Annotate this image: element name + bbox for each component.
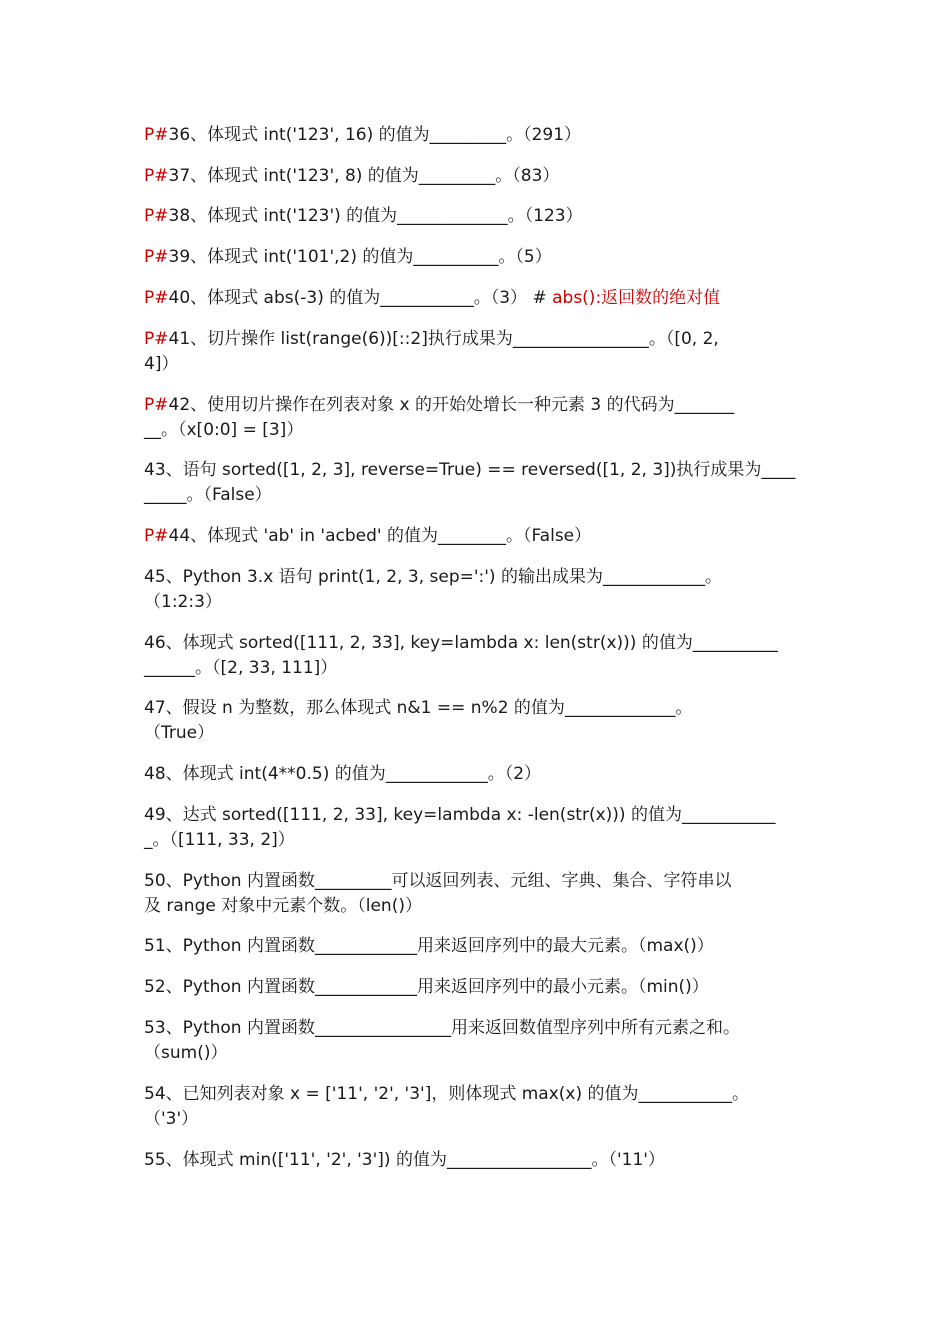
question-46 xyxy=(144,631,812,681)
question-48 xyxy=(144,762,812,787)
question-prefix: P# xyxy=(144,329,169,349)
question-37 xyxy=(144,164,812,189)
question-51 xyxy=(144,934,812,959)
question-number: 51 xyxy=(144,936,166,956)
question-55 xyxy=(144,1148,812,1173)
question-38 xyxy=(144,204,812,229)
question-number: 52 xyxy=(144,977,166,997)
question-49 xyxy=(144,803,812,853)
question-number: 40 xyxy=(168,288,191,308)
question-number: 45 xyxy=(144,567,166,587)
question-text: 、Python 3.x 语句 print(1, 2, 3, sep=':') 的输出成果为____________。 xyxy=(165,567,722,587)
question-text-continued: 及 range 对象中元素个数。（len()） xyxy=(144,896,422,916)
question-number: 41 xyxy=(168,329,191,349)
question-text: 、Python 内置函数____________用来返回序列中的最小元素。（min()） xyxy=(165,977,709,997)
question-text: 、Python 内置函数____________用来返回序列中的最大元素。（max()） xyxy=(165,936,714,956)
question-text: 、体现式 int('123', 8) 的值为_________。（83） xyxy=(190,166,560,186)
question-47 xyxy=(144,696,812,746)
question-text-continued: _。（[111, 33, 2]） xyxy=(144,830,295,850)
question-prefix: P# xyxy=(144,526,169,546)
question-prefix: P# xyxy=(144,166,169,186)
question-number: 39 xyxy=(168,247,191,267)
question-text: 、语句 sorted([1, 2, 3], reverse=True) == reversed([1, 2, 3])执行成果为____ xyxy=(165,460,796,480)
question-number: 42 xyxy=(168,395,191,415)
question-44 xyxy=(144,524,812,549)
question-number: 50 xyxy=(144,871,166,891)
question-40 xyxy=(144,286,812,311)
question-number: 37 xyxy=(168,166,191,186)
question-prefix: P# xyxy=(144,125,169,145)
question-36 xyxy=(144,123,812,148)
question-text: 、已知列表对象 x = ['11', '2', '3']，则体现式 max(x) 的值为___________。 xyxy=(165,1084,750,1104)
question-text-continued: _____。（False） xyxy=(144,485,272,505)
question-number: 43 xyxy=(144,460,166,480)
question-text: 、体现式 int('123') 的值为_____________。（123） xyxy=(190,206,583,226)
question-text-continued: （'3'） xyxy=(144,1109,199,1129)
question-number: 55 xyxy=(144,1150,166,1170)
question-prefix: P# xyxy=(144,395,169,415)
question-45 xyxy=(144,565,812,615)
question-text: 、Python 内置函数_________可以返回列表、元组、字典、集合、字符串以 xyxy=(165,871,732,891)
question-number: 38 xyxy=(168,206,191,226)
question-text: 、体现式 'ab' in 'acbed' 的值为________。（False） xyxy=(190,526,592,546)
question-text: 、假设 n 为整数，那么体现式 n&1 == n%2 的值为_____________。 xyxy=(165,698,693,718)
question-text-continued: （sum()） xyxy=(144,1043,228,1063)
question-number: 48 xyxy=(144,764,166,784)
question-text-continued: （True） xyxy=(144,723,215,743)
question-53 xyxy=(144,1016,812,1066)
question-note: abs():返回数的绝对值 xyxy=(552,288,721,308)
question-50 xyxy=(144,869,812,919)
question-number: 54 xyxy=(144,1084,166,1104)
question-52 xyxy=(144,975,812,1000)
question-number: 46 xyxy=(144,633,166,653)
question-text: 、体现式 int('101',2) 的值为__________。（5） xyxy=(190,247,552,267)
question-number: 49 xyxy=(144,805,166,825)
question-text: 、体现式 sorted([111, 2, 33], key=lambda x: len(str(x))) 的值为__________ xyxy=(165,633,778,653)
question-prefix: P# xyxy=(144,288,169,308)
question-text: 、达式 sorted([111, 2, 33], key=lambda x: -len(str(x))) 的值为___________ xyxy=(165,805,776,825)
question-text: 、体现式 int(4**0.5) 的值为____________。（2） xyxy=(165,764,542,784)
question-number: 53 xyxy=(144,1018,166,1038)
question-43 xyxy=(144,458,812,508)
question-number: 44 xyxy=(168,526,191,546)
question-text: 、切片操作 list(range(6))[::2]执行成果为________________。（[0, 2, xyxy=(190,329,719,349)
question-text: 、Python 内置函数________________用来返回数值型序列中所有元素之和。 xyxy=(165,1018,740,1038)
question-prefix: P# xyxy=(144,206,169,226)
question-text: 、体现式 abs(-3) 的值为___________。（3） # xyxy=(190,288,553,308)
question-text-continued: （1:2:3） xyxy=(144,592,222,612)
question-54 xyxy=(144,1082,812,1132)
question-42 xyxy=(144,393,812,443)
question-text: 、体现式 int('123', 16) 的值为_________。（291） xyxy=(190,125,582,145)
question-39 xyxy=(144,245,812,270)
question-text-continued: ______。（[2, 33, 111]） xyxy=(144,658,338,678)
question-text-continued: __。（x[0:0] = [3]） xyxy=(144,420,304,440)
question-text: 、使用切片操作在列表对象 x 的开始处增长一种元素 3 的代码为_______ xyxy=(190,395,735,415)
question-number: 47 xyxy=(144,698,166,718)
question-prefix: P# xyxy=(144,247,169,267)
question-41 xyxy=(144,327,812,377)
question-number: 36 xyxy=(168,125,191,145)
question-text: 、体现式 min(['11', '2', '3']) 的值为_________________。（'11'） xyxy=(165,1150,665,1170)
question-text-continued: 4]） xyxy=(144,354,179,374)
